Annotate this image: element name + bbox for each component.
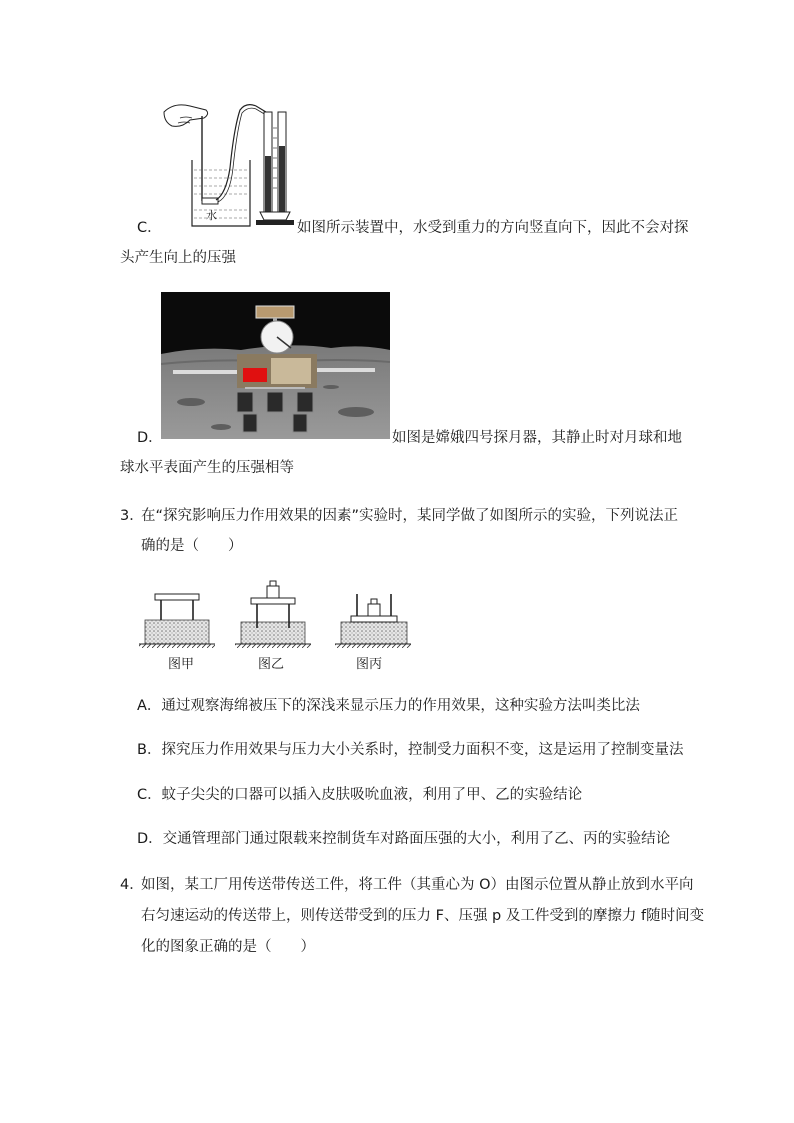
figure-label-jia: 图甲 — [168, 657, 195, 672]
option-c-label: C． — [137, 220, 162, 236]
figure-bing — [335, 594, 411, 648]
pressure-probe-figure — [160, 98, 295, 230]
lunar-rover-photo — [161, 292, 390, 439]
option-c-text-line1: 如图所示装置中，水受到重力的方向竖直向下，因此不会对探 — [297, 220, 689, 236]
question4-stem-line2: 右匀速运动的传送带上，则传送带受到的压力 F、压强 p 及工件受到的摩擦力 f随时间变 — [141, 908, 705, 924]
question3-option-a: A．通过观察海绵被压下的深浅来显示压力的作用效果，这种实验方法叫类比法 — [137, 698, 640, 714]
question4-number: 4． — [120, 877, 144, 893]
water-label: 水 — [206, 209, 217, 222]
option-d-label: D． — [137, 430, 163, 446]
figure-label-yi: 图乙 — [258, 657, 285, 672]
question4-stem-line3: 化的图象正确的是（ ） — [141, 939, 315, 955]
option-d-text-line2: 球水平表面产生的压强相等 — [120, 460, 294, 476]
figure-yi — [235, 581, 311, 648]
option-d-text-line1: 如图是嫦娥四号探月器，其静止时对月球和地 — [392, 430, 682, 446]
question3-stem-line1: 在“探究影响压力作用效果的因素”实验时，某同学做了如图所示的实验，下列说法正 — [141, 508, 679, 524]
question3-number: 3． — [120, 508, 144, 524]
option-c-text-line2: 头产生向上的压强 — [120, 250, 236, 266]
question3-stem-line2: 确的是（ ） — [141, 538, 243, 554]
question4-stem-line1: 如图，某工厂用传送带传送工件，将工件（其重心为 O）由图示位置从静止放到水平向 — [141, 877, 694, 893]
question3-option-d: D．交通管理部门通过限载来控制货车对路面压强的大小，利用了乙、丙的实验结论 — [137, 831, 671, 847]
question3-option-c: C．蚊子尖尖的口器可以插入皮肤吸吮血液，利用了甲、乙的实验结论 — [137, 787, 583, 803]
pressure-experiment-figure — [137, 578, 417, 672]
question3-option-b: B．探究压力作用效果与压力大小关系时，控制受力面积不变，这是运用了控制变量法 — [137, 742, 684, 758]
figure-label-bing: 图丙 — [356, 657, 383, 672]
figure-jia — [139, 594, 215, 648]
